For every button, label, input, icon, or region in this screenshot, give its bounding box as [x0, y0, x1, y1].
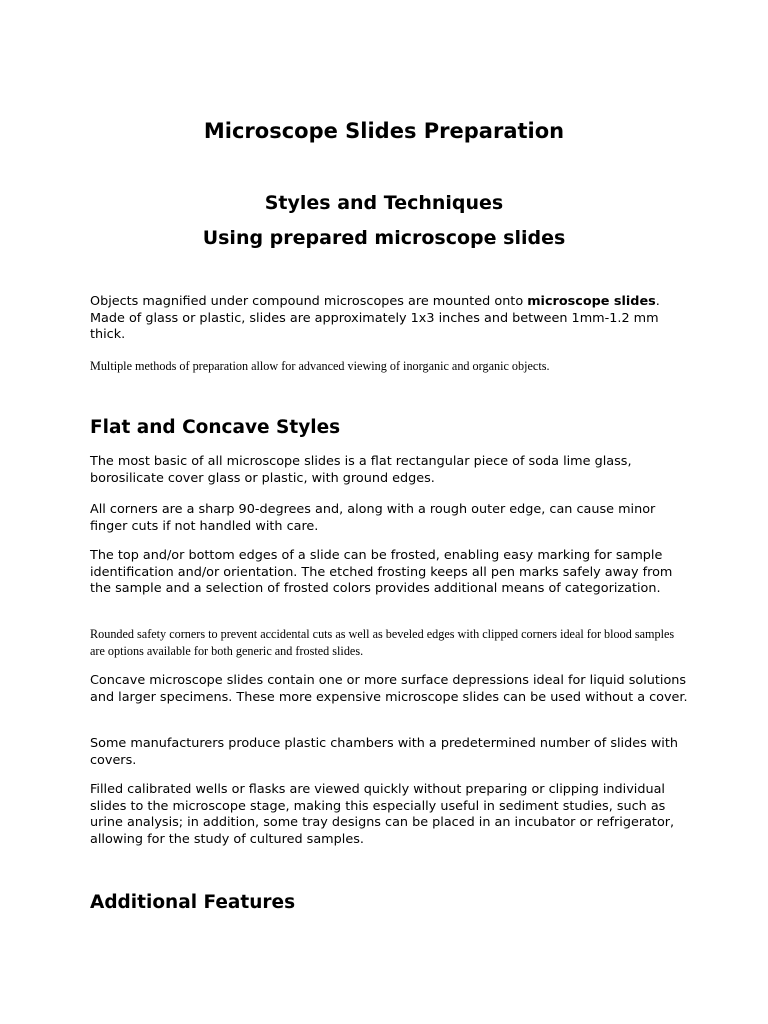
subtitle-usage: Using prepared microscope slides — [202, 227, 566, 249]
intro-text-end: . Made of glass or plastic, slides are approximately 1x3 inches and between 1mm-1.2 mm thick. — [90, 294, 660, 342]
subtitle-styles: Styles and Techniques — [264, 192, 504, 214]
section-1-paragraph-3: The top and/or bottom edges of a slide can be frosted, enabling easy marking for sample identification and/or orientation. The etched frosting keeps all pen marks safely away from the sample and a selection of frosted colors provides additional means of categorization. — [90, 548, 673, 596]
intro-paragraph-2: Multiple methods of preparation allow for advanced viewing of inorganic and organic objects. — [90, 359, 550, 373]
intro-bold-term: microscope slides — [527, 294, 656, 309]
page-title: Microscope Slides Preparation — [203, 119, 565, 143]
section-1-paragraph-5: Concave microscope slides contain one or more surface depressions ideal for liquid solutions and larger specimens. These more expensive microscope slides can be used without a cover. — [90, 673, 688, 705]
section-heading-additional-features: Additional Features — [90, 892, 296, 913]
section-1-paragraph-4: Rounded safety corners to prevent accidental cuts as well as beveled edges with clipped corners ideal for blood samples are options available for both generic and frosted slides. — [90, 627, 675, 658]
intro-paragraph — [90, 294, 690, 344]
section-1-paragraph-7: Filled calibrated wells or flasks are viewed quickly without preparing or clipping individual slides to the microscope stage, making this especially useful in sediment studies, such as urine analysis; in addition, some tray designs can be placed in an incubator or refrigerator, allowing for the study of cultured samples. — [90, 782, 675, 847]
section-1-paragraph-2: All corners are a sharp 90-degrees and, along with a rough outer edge, can cause minor finger cuts if not handled with care. — [90, 502, 656, 534]
intro-text-start: Objects magnified under compound microscopes are mounted onto — [90, 294, 528, 309]
section-heading-flat-concave: Flat and Concave Styles — [90, 417, 341, 438]
section-1-paragraph-6: Some manufacturers produce plastic chambers with a predetermined number of slides with covers. — [90, 736, 678, 768]
section-1-paragraph-1: The most basic of all microscope slides is a flat rectangular piece of soda lime glass, borosilicate cover glass or plastic, with ground edges. — [90, 454, 632, 486]
